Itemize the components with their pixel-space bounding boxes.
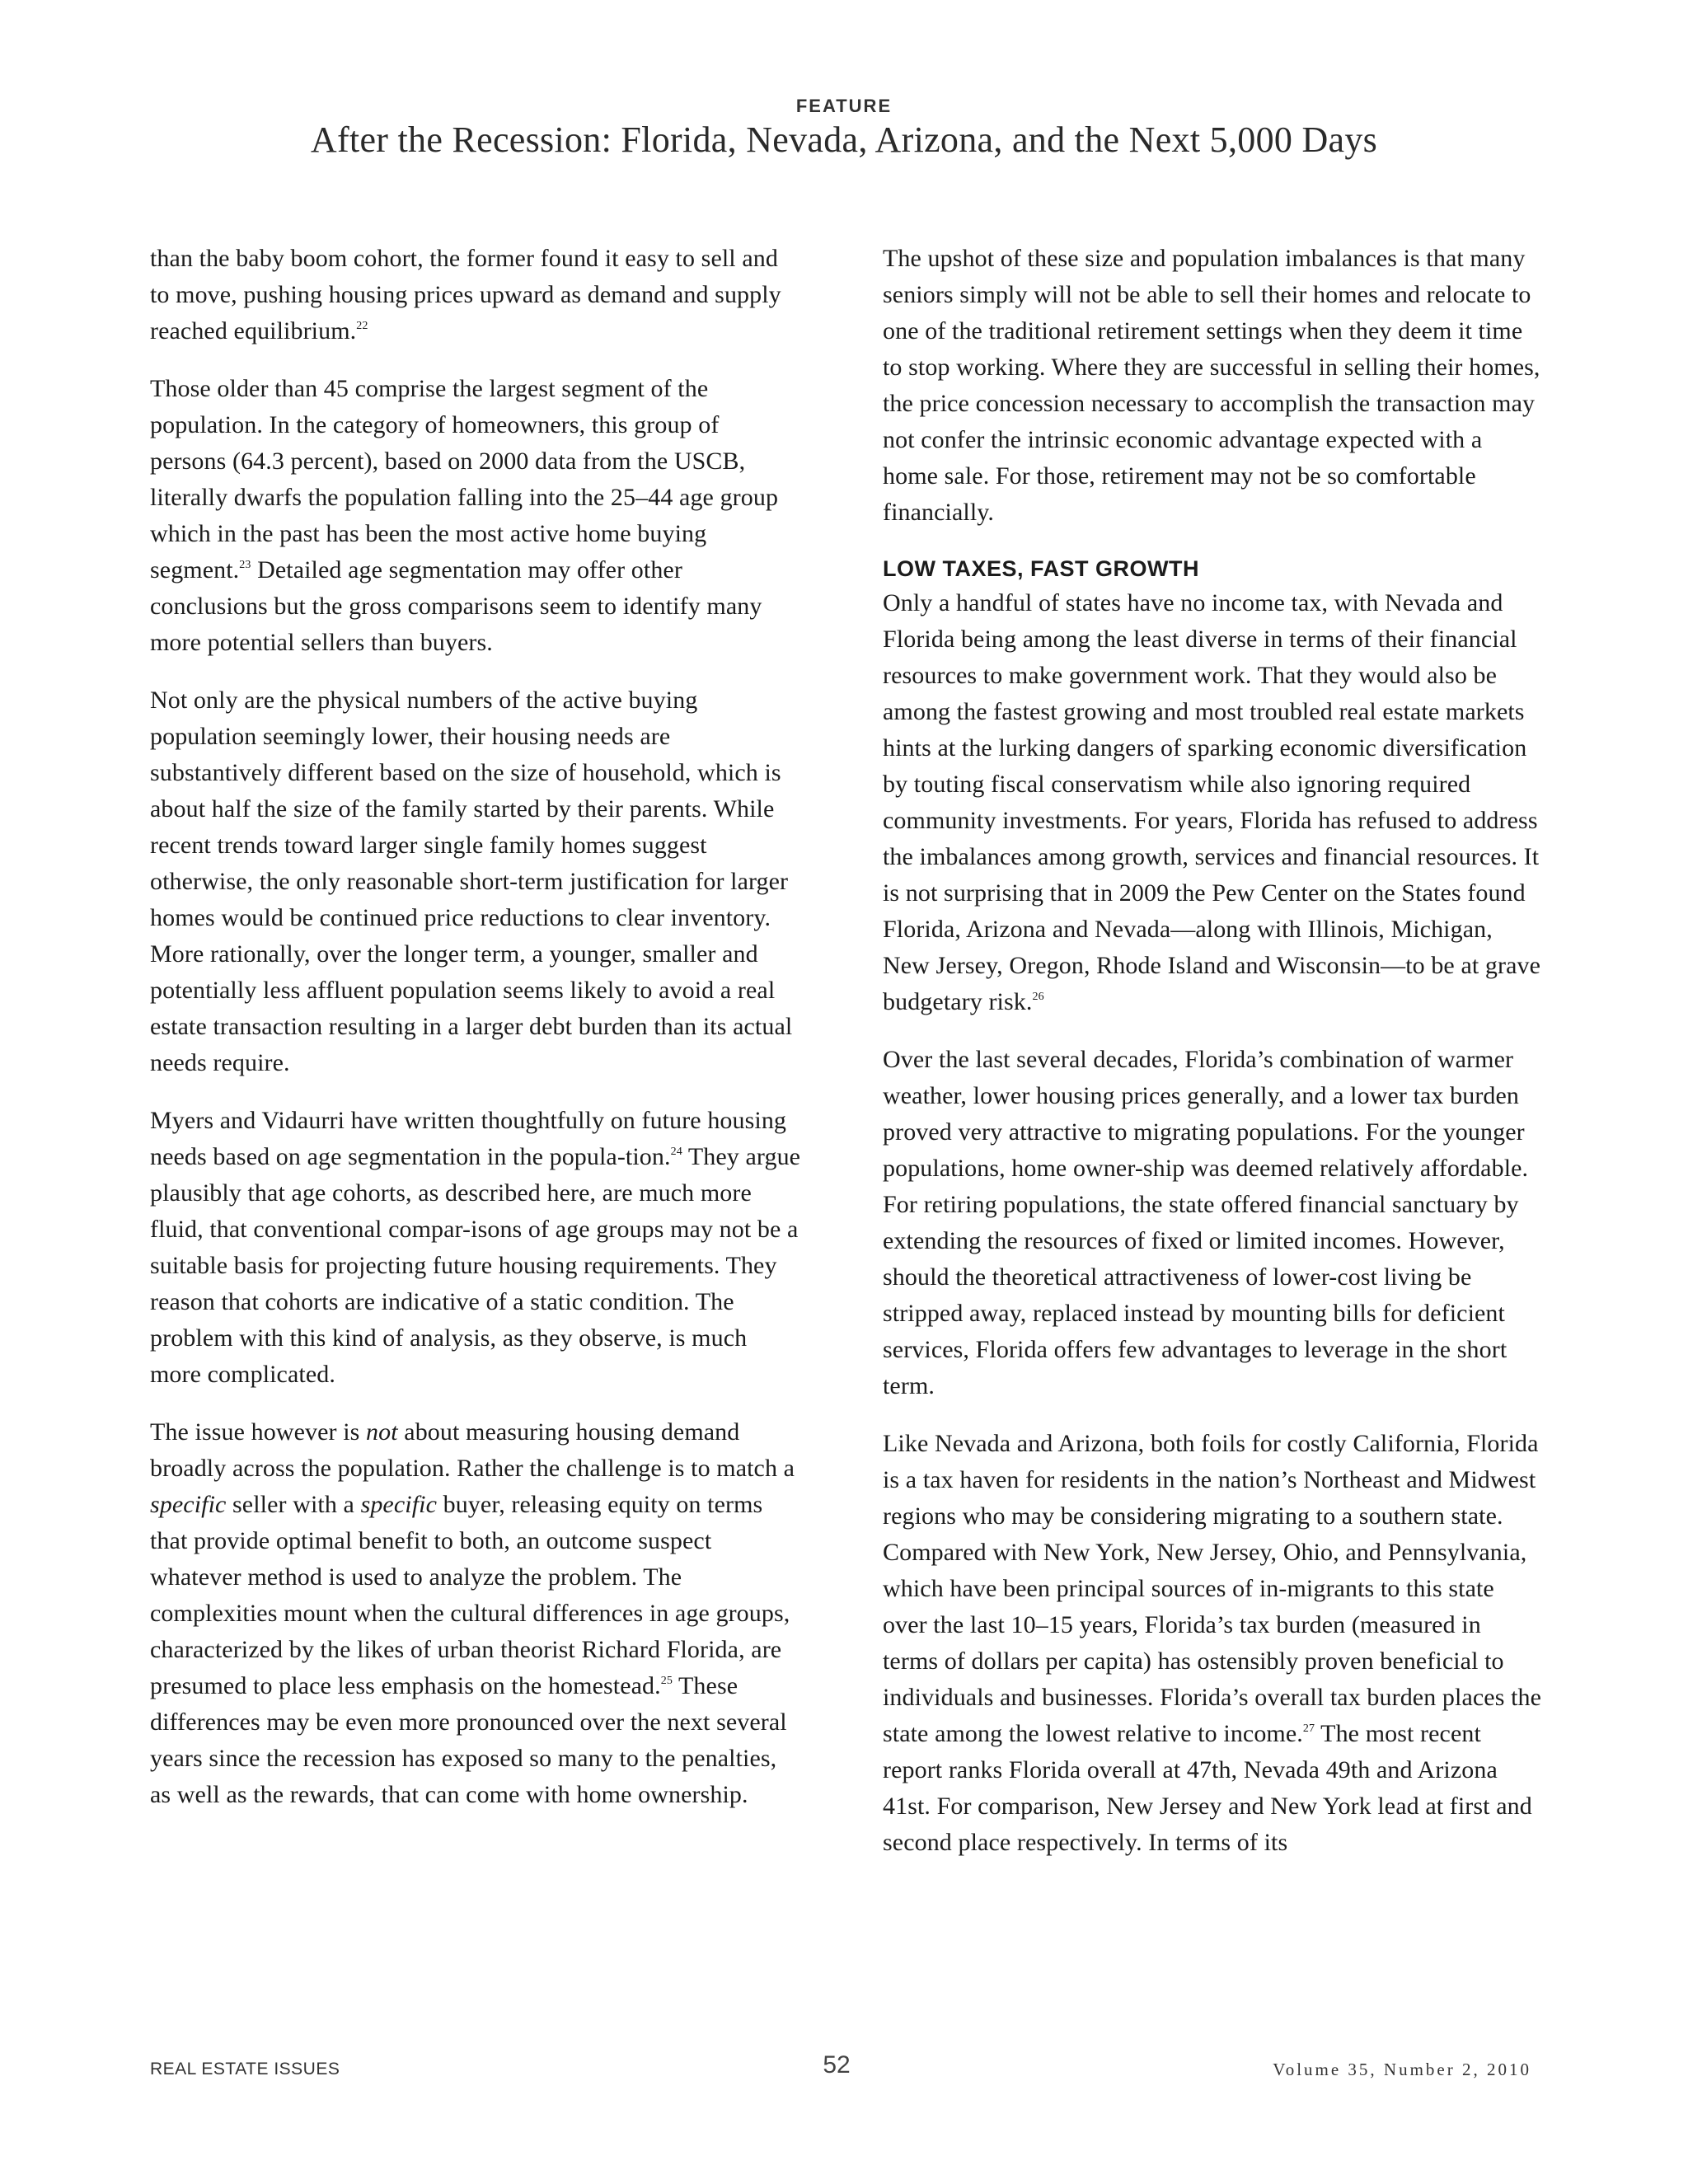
paragraph: Myers and Vidaurri have written thoughtfully on future housing needs based on age segmentation in the popula-tion.$^{24}$ They argue plausibly that age cohorts, as described here, are much more fluid, that conventional compar-isons of age groups may not be a suitable basis for projecting future housing requirements. They reason that cohorts are indicative of a static condition. The problem with this kind of analysis, as they observe, is much more complicated. xyxy=(150,1107,801,1388)
emphasis: not xyxy=(366,1418,398,1446)
page-title: After the Recession: Florida, Nevada, Arizona, and the Next 5,000 Days xyxy=(310,120,1378,160)
paragraph: Not only are the physical numbers of the active buying population seemingly lower, their housing needs are substantively different based on the size of household, which is about half the size of the family started by their parents. While recent trends toward larger single family homes suggest otherwise, the only reasonable short-term justification for larger homes would be continued price reductions to clear inventory. More rationally, over the longer term, a younger, smaller and potentially less affluent population seems likely to avoid a real estate transaction resulting in a larger debt burden than its actual needs require. xyxy=(150,687,793,1076)
footnote-ref: 26 xyxy=(1032,991,1044,1003)
footnote-ref: 27 xyxy=(1302,1722,1315,1735)
page-number: 52 xyxy=(823,2051,851,2079)
emphasis: specific xyxy=(360,1491,437,1518)
paragraph: Like Nevada and Arizona, both foils for costly California, Florida is a tax haven for residents in the nation’s Northeast and Midwest regions who may be considering migrating to a southern state. Compared with New York, New Jersey, Ohio, and Pennsylvania, which have been principal sources of in-migrants to this state over the last 10–15 years, Florida’s tax burden (measured in terms of dollars per capita) has ostensibly proven beneficial to individuals and businesses. Florida’s overall tax burden places the state among the lowest relative to income.$^{27}$ The most recent report ranks Florida overall at 47th, Nevada 49th and Arizona 41st. For comparison, New Jersey and New York lead at first and second place respectively. In terms of its xyxy=(883,1430,1542,1856)
right-column xyxy=(883,241,1542,1882)
volume-info: Volume 35, Number 2, 2010 xyxy=(1273,2060,1531,2079)
section-kicker: FEATURE xyxy=(795,96,893,116)
paragraph: The issue however is not about measuring housing demand broadly across the population. Rather the challenge is to match a specific seller with a specific buyer, releasing equity on terms that provide optimal benefit to both, an outcome suspect whatever method is used to analyze the problem. The complexities mount when the cultural differences in age groups, characterized by the likes of urban theorist Richard Florida, are presumed to place less emphasis on the homestead.$^{25}$ These differences may be even more pronounced over the next several years since the recession has exposed so many to the penalties, as well as the rewards, that can come with home ownership. xyxy=(150,1418,795,1808)
paragraph: Over the last several decades, Florida’s combination of warmer weather, lower housing prices generally, and a lower tax burden proved very attractive to migrating populations. For the younger populations, home owner-ship was deemed relatively affordable. For retiring populations, the state offered financial sanctuary by extending the resources of fixed or limited incomes. However, should the theoretical attractiveness of lower-cost living be stripped away, replaced instead by mounting bills for deficient services, Florida offers few advantages to leverage in the short term. xyxy=(883,1046,1529,1399)
footnote-ref: 22 xyxy=(356,320,368,332)
paragraph: Those older than 45 comprise the largest segment of the population. In the category of homeowners, this group of persons (64.3 percent), based on 2000 data from the USCB, literally dwarfs the population falling into the 25–44 age group which in the past has been the most active home buying segment.$^{23}$ Detailed age segmentation may offer other conclusions but the gross comparisons seem to identify many more potential sellers than buyers. xyxy=(150,375,779,656)
emphasis: specific xyxy=(150,1491,227,1518)
publication-name: REAL ESTATE ISSUES xyxy=(150,2060,340,2079)
footnote-ref: 25 xyxy=(660,1675,673,1687)
paragraph: than the baby boom cohort, the former found it easy to sell and to move, pushing housing prices upward as demand and supply reached equilibrium.$^{22}$ xyxy=(150,245,781,344)
footnote-ref: 23 xyxy=(239,559,251,571)
paragraph: Only a handful of states have no income tax, with Nevada and Florida being among the least diverse in terms of their financial resources to make government work. That they would also be among the fastest growing and most troubled real estate markets hints at the lurking dangers of sparking economic diversification by touting fiscal conservatism while also ignoring required community investments. For years, Florida has refused to address the imbalances among growth, services and financial resources. It is not surprising that in 2009 the Pew Center on the States found Florida, Arizona and Nevada—along with Illinois, Michigan, New Jersey, Oregon, Rhode Island and Wisconsin—to be at grave budgetary risk.$^{26}$ xyxy=(883,589,1541,1015)
section-heading: LOW TAXES, FAST GROWTH xyxy=(883,556,1199,581)
left-column xyxy=(150,241,801,1835)
footnote-ref: 24 xyxy=(670,1146,682,1158)
paragraph: The upshot of these size and population imbalances is that many seniors simply will not be able to sell their homes and relocate to one of the traditional retirement settings when they deem it time to stop working. Where they are successful in selling their homes, the price concession necessary to accomplish the transaction may not confer the intrinsic economic advantage expected with a home sale. For those, retirement may not be so comfortable financially. xyxy=(883,245,1540,526)
